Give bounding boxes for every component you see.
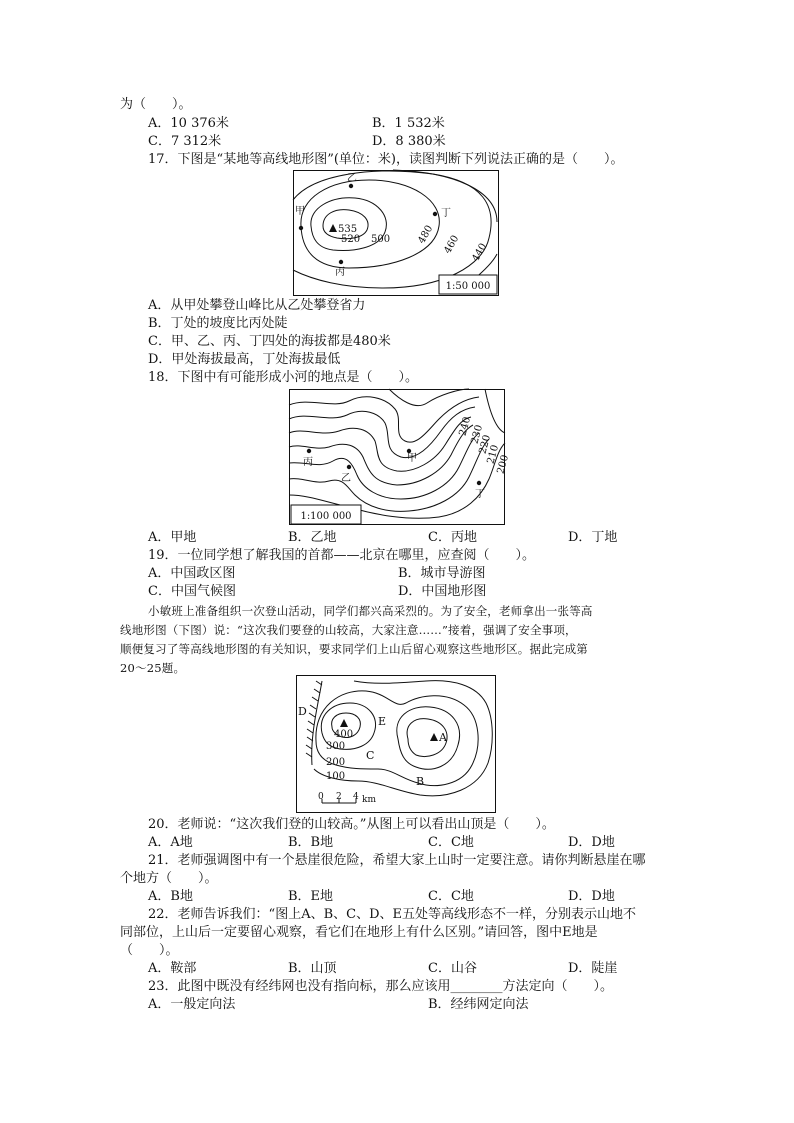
q23-stem: 23．此图中既没有经纬网也没有指向标，那么应该用________方法定向（ ）。 [148,979,614,994]
q22-line-3: （ ）。 [120,943,179,958]
q20-stem: 20．老师说：“这次我们登的山较高。”从图上可以看出山顶是（ ）。 [148,817,555,832]
contour-label-460: 460 [442,233,462,256]
q22-option-a: A．鞍部 [148,961,197,976]
q18-option-c: C．丙地 [428,530,477,545]
q17-option-c: C．甲、乙、丙、丁四处的海拔都是480米 [148,334,391,349]
q22-option-d: D．陡崖 [568,961,618,976]
q18-option-d: D．丁地 [568,530,618,545]
contour-label-100: 100 [326,771,346,782]
q20-option-a: A．A地 [148,835,193,850]
q21-option-d: D．D地 [568,889,615,904]
scale-unit: km [362,795,376,805]
q16-option-d: D．8 380米 [372,134,446,149]
contour-map-mountain [296,675,496,813]
label-e: E [378,715,387,728]
q18-option-a: A．甲地 [148,530,197,545]
contour-label-480: 480 [416,223,436,246]
label-b: B [416,775,425,788]
scale-0: 0 [318,792,324,802]
point-jia: 甲 [407,453,417,464]
contour-label-520: 520 [341,234,361,245]
contour-label-300: 300 [326,741,346,752]
contour-label-210: 210 [485,443,502,466]
q22-line-2: 同部位，上山后一定要留心观察，看它们在地形上有什么区别。”请回答，图中E地是 [120,925,598,940]
point-bing: 丙 [335,267,345,278]
label-a: A [439,731,447,744]
passage-line-3: 顺便复习了等高线地形图的有关知识，要求同学们上山后留心观察这些地形区。据此完成第 [120,642,588,656]
q17-option-b: B．丁处的坡度比丙处陡 [148,316,288,331]
label-d: D [298,705,307,718]
q23-option-a: A．一般定向法 [148,997,236,1012]
contour-label-400: 400 [334,729,354,740]
q20-option-c: C．C地 [428,835,474,850]
q19-option-d: D．中国地形图 [398,584,487,599]
map-scale: 1:100 000 [300,511,352,522]
q22-option-c: C．山谷 [428,961,477,976]
contour-label-220: 220 [477,433,494,456]
contour-label-500: 500 [371,234,391,245]
passage-line-1: 小敏班上准备组织一次登山活动，同学们都兴高采烈的。为了安全，老师拿出一张等高 [148,604,593,618]
label-c: C [366,749,375,762]
q21-option-a: A．B地 [148,889,193,904]
q16-tail: 为（ ）。 [120,97,192,112]
q23-option-b: B．经纬网定向法 [428,997,529,1012]
map-scale: 1:50 000 [445,281,491,292]
q21-option-b: B．E地 [288,889,334,904]
contour-label-440: 440 [470,241,490,264]
q18-option-b: B．乙地 [288,530,337,545]
peak-elevation: 535 [338,224,358,235]
point-yi: 乙 [341,473,351,484]
q17-stem: 17．下图是“某地等高线地形图”(单位：米)，读图判断下列说法正确的是（ ）。 [148,152,624,167]
q19-stem: 19．一位同学想了解我国的首都——北京在哪里，应查阅（ ）。 [148,548,536,563]
q22-line-1: 22．老师告诉我们：“图上A、B、C、D、E五处等高线形态不一样，分别表示山地不 [148,907,636,922]
contour-map-q17 [293,170,499,296]
q18-stem: 18．下图中有可能形成小河的地点是（ ）。 [148,370,419,385]
q21-line-2: 个地方（ ）。 [120,871,218,886]
q16-option-b: B．1 532米 [372,116,445,131]
point-jia: 甲 [295,206,305,217]
passage-line-2: 线地形图（下图）说：“这次我们要登的山较高，大家注意……”接着，强调了安全事项， [120,623,577,637]
q20-option-b: B．B地 [288,835,334,850]
q19-option-b: B．城市导游图 [398,566,486,581]
q19-option-c: C．中国气候图 [148,584,236,599]
contour-label-200: 200 [326,757,346,768]
q22-option-b: B．山顶 [288,961,337,976]
passage-line-4: 20～25题。 [120,661,186,675]
q20-option-d: D．D地 [568,835,615,850]
q17-option-a: A．从甲处攀登山峰比从乙处攀登省力 [148,298,366,313]
contour-label-230: 230 [469,423,486,446]
point-yi: 乙 [347,173,357,184]
contour-label-200: 200 [495,453,512,476]
q21-line-1: 21．老师强调图中有一个悬崖很危险，希望大家上山时一定要注意。请你判断悬崖在哪 [148,853,646,868]
contour-map-q18 [289,389,512,525]
q17-option-d: D．甲处海拔最高，丁处海拔最低 [148,352,341,367]
contour-label-240: 240 [457,415,474,438]
q21-option-c: C．C地 [428,889,474,904]
point-ding: 丁 [441,208,451,219]
point-bing: 丙 [303,457,313,468]
q16-option-c: C．7 312米 [148,134,222,149]
q19-option-a: A．中国政区图 [148,566,236,581]
scale-4: 4 [353,792,359,802]
scale-2: 2 [336,792,342,802]
q16-option-a: A．10 376米 [148,116,229,131]
point-ding: 丁 [475,489,485,500]
